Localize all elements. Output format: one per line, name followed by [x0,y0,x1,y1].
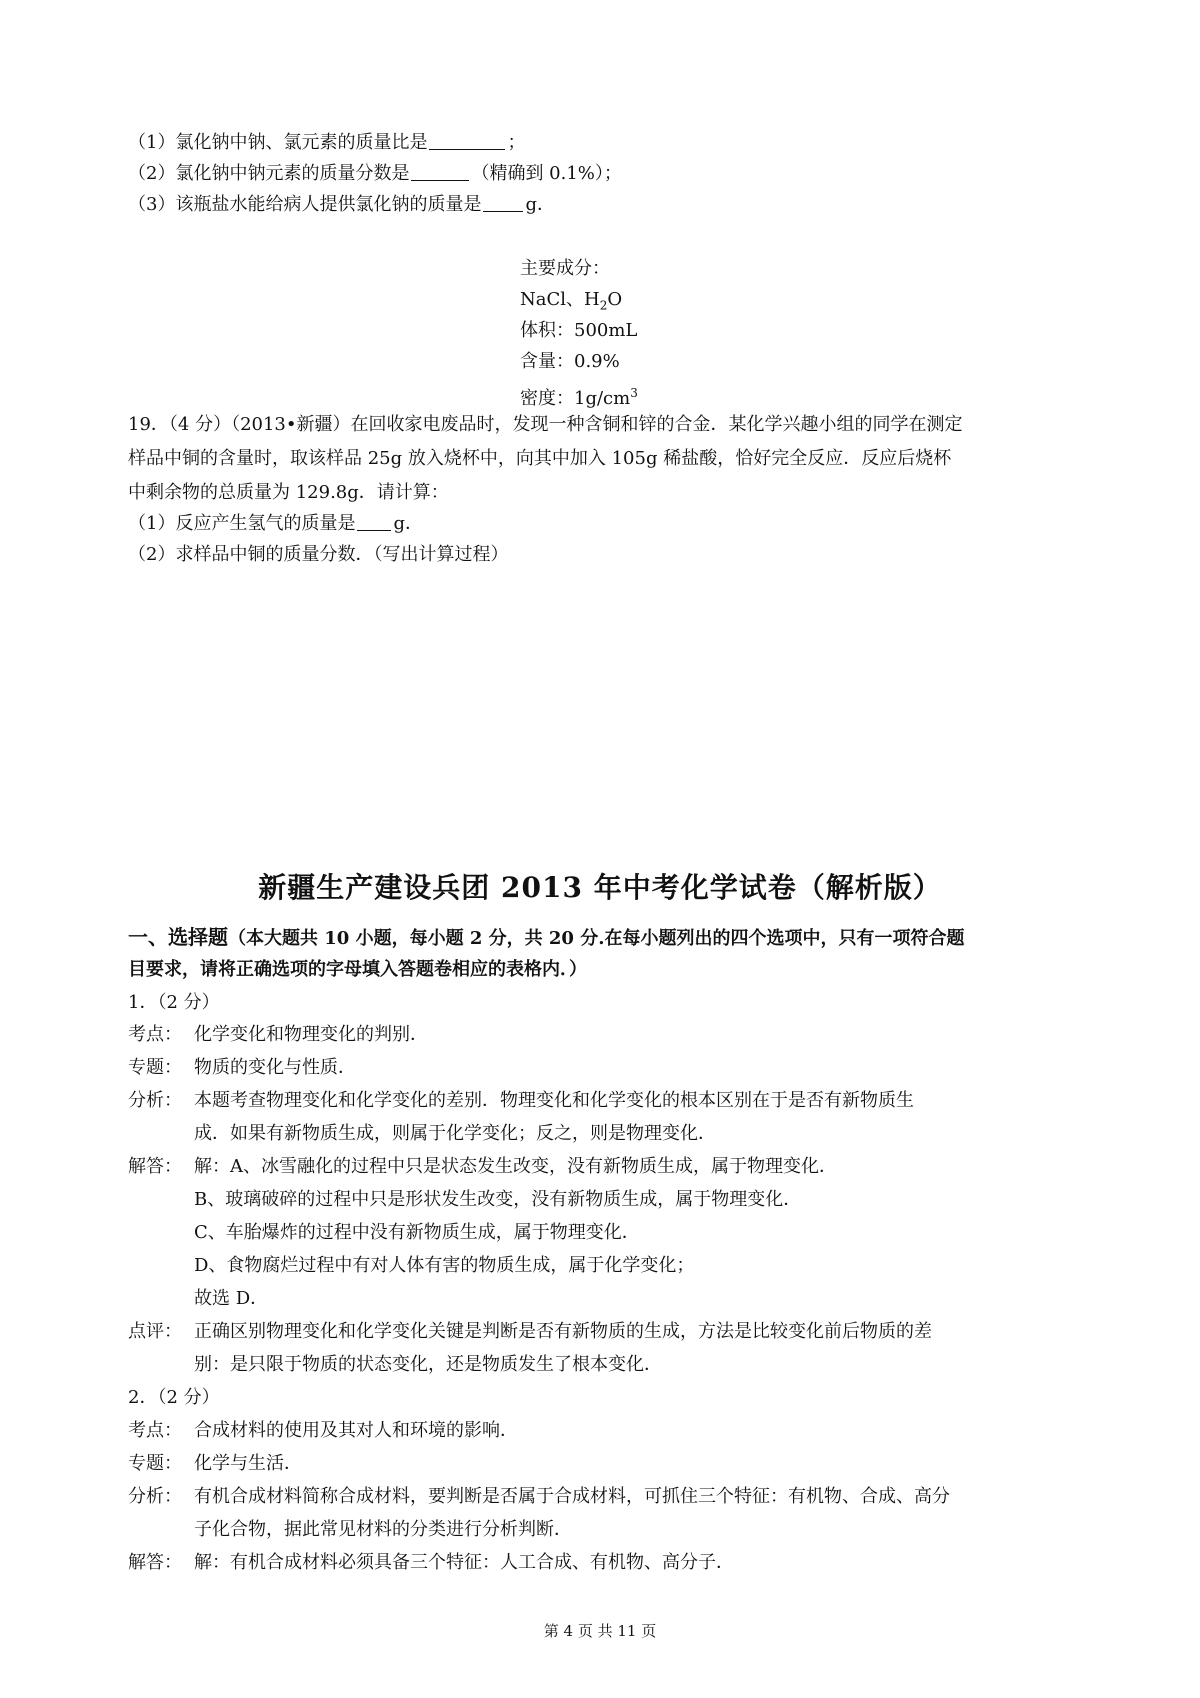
label-superscript: 3 [630,386,638,400]
section-desc-2: 目要求，请将正确选项的字母填入答题卷相应的表格内．） [128,959,587,980]
answer-blank[interactable] [411,162,469,181]
answer-1-jieda-2: B、玻璃破碎的过程中只是形状发生改变，没有新物质生成，属于物理变化． [194,1189,802,1210]
q18-part-3-text: （3）该瓶盐水能给病人提供氯化钠的质量是 [128,194,482,215]
q19-part-1 [128,511,423,537]
label-density-text: 密度：1g/cm [520,388,631,409]
answer-2-fenxi-2: 子化合物，据此常见材料的分类进行分析判断． [194,1519,572,1540]
kaodian-text: 化学变化和物理变化的判别． [194,1024,428,1045]
answer-1-jieda-3: C、车胎爆炸的过程中没有新物质生成，属于物理变化． [194,1222,640,1243]
label-o: O [607,289,623,310]
page-title: 新疆生产建设兵团 2013 年中考化学试卷（解析版） [258,871,942,904]
answer-2-jieda [128,1550,734,1576]
fenxi-label: 分析： [128,1486,182,1507]
label-volume: 体积：500mL [520,320,638,341]
answer-1-kaodian [128,1022,428,1048]
fenxi-text-1: 有机合成材料简称合成材料，要判断是否属于合成材料，可抓住三个特征：有机物、合成、高分 [194,1486,950,1507]
q18-part-2-text: （2）氯化钠中钠元素的质量分数是 [128,163,410,184]
zhuanti-label: 专题： [128,1453,182,1474]
answer-1-jieda [128,1154,837,1180]
jieda-text-1: 解：有机合成材料必须具备三个特征：人工合成、有机物、高分子． [194,1552,734,1573]
answer-1-dianping-2: 别：是只限于物质的状态变化，还是物质发生了根本变化． [194,1354,662,1375]
answer-2-fenxi [128,1484,950,1510]
answer-1-dianping [128,1319,932,1345]
label-nacl: NaCl、H [520,289,600,310]
q18-part-3 [128,192,555,218]
q19-line-1: 19．（4 分）（2013•新疆）在回收家电废品时，发现一种含铜和锌的合金．某化学兴趣小组的同学在测定 [128,414,963,435]
kaodian-text: 合成材料的使用及其对人和环境的影响． [194,1420,518,1441]
q18-part-2-end: （精确到 0.1%）； [471,163,622,184]
answer-1-fenxi [128,1088,914,1114]
q19-line-2: 样品中铜的含量时，取该样品 25g 放入烧杯中，向其中加入 105g 稀盐酸，恰好完全反应．反应后烧杯 [128,448,952,469]
fenxi-text-1: 本题考查物理变化和化学变化的差别．物理变化和化学变化的根本区别在于是否有新物质生 [194,1090,914,1111]
answer-1-jieda-4: D、食物腐烂过程中有对人体有害的物质生成，属于化学变化； [194,1255,695,1276]
jieda-text-1: 解：A、冰雪融化的过程中只是状态发生改变，没有新物质生成，属于物理变化． [194,1156,837,1177]
section-desc-1: （本大题共 10 小题，每小题 2 分，共 20 分.在每小题列出的四个选项中，只有一项符合题 [228,928,965,949]
dianping-label: 点评： [128,1321,182,1342]
answer-1-jieda-5: 故选 D． [194,1288,269,1309]
answer-blank[interactable] [483,193,523,212]
q19-line-3: 中剩余物的总质量为 129.8g．请计算： [128,482,449,503]
zhuanti-text: 化学与生活． [194,1453,302,1474]
answer-blank[interactable] [357,512,391,531]
q18-part-3-end: g． [525,194,555,215]
jieda-label: 解答： [128,1156,182,1177]
q19-part-2: （2）求样品中铜的质量分数．（写出计算过程） [128,544,509,565]
zhuanti-label: 专题： [128,1057,182,1078]
label-density [520,380,638,412]
q18-part-2 [128,161,622,187]
q18-part-1 [128,130,525,156]
q18-part-1-end: ； [507,132,526,153]
answer-1-zhuanti [128,1055,356,1081]
jieda-label: 解答： [128,1552,182,1573]
kaodian-label: 考点： [128,1420,182,1441]
answer-2-zhuanti [128,1451,302,1477]
label-subscript: 2 [599,298,608,313]
section-heading [128,924,965,952]
section-head: 一、选择题 [128,925,228,949]
answer-1-fenxi-2: 成．如果有新物质生成，则属于化学变化；反之，则是物理变化． [194,1123,716,1144]
label-ingredients [520,287,622,319]
answer-2-kaodian [128,1418,518,1444]
answer-1-number: 1．（2 分） [128,992,220,1013]
fenxi-label: 分析： [128,1090,182,1111]
dianping-text-1: 正确区别物理变化和化学变化关键是判断是否有新物质的生成，方法是比较变化前后物质的差 [194,1321,932,1342]
zhuanti-text: 物质的变化与性质． [194,1057,356,1078]
kaodian-label: 考点： [128,1024,182,1045]
q18-part-1-text: （1）氯化钠中钠、氯元素的质量比是 [128,132,428,153]
answer-2-number: 2．（2 分） [128,1387,220,1408]
label-ingredients-heading: 主要成分： [520,258,610,279]
page-footer: 第 4 页 共 11 页 [543,1622,657,1640]
q19-part-1-end: g． [393,513,423,534]
q19-part-1-text: （1）反应产生氢气的质量是 [128,513,356,534]
label-content: 含量：0.9% [520,351,620,372]
answer-blank[interactable] [429,131,505,150]
